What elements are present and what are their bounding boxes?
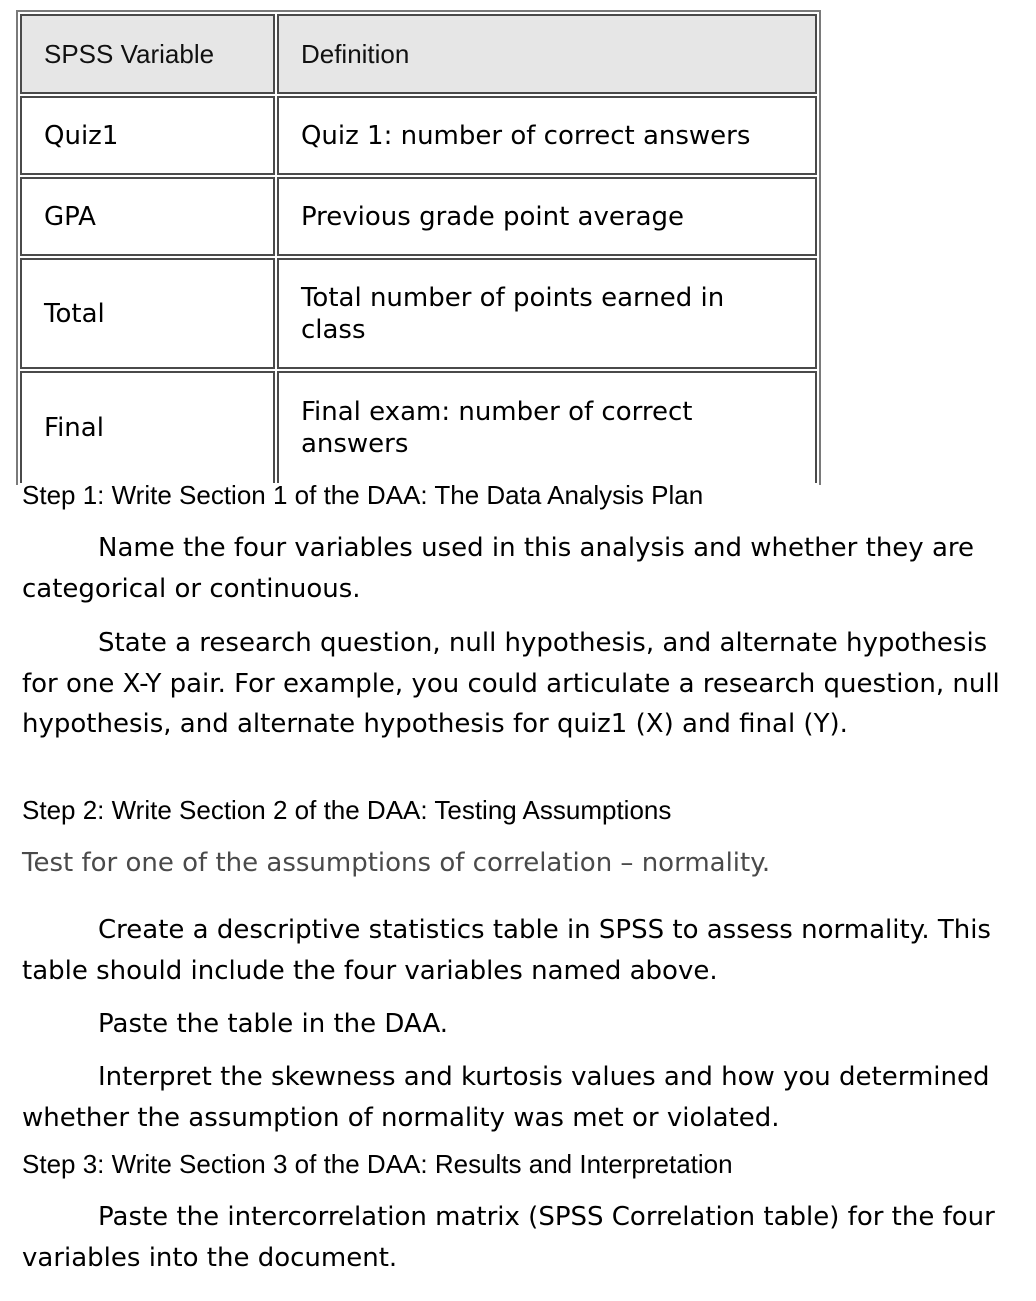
step2-heading: Step 2: Write Section 2 of the DAA: Testing Assumptions [22, 795, 672, 825]
table-row [20, 258, 817, 369]
variable-cell: Quiz1 [20, 96, 275, 175]
header-spss-variable: SPSS Variable [20, 14, 275, 94]
table-row [20, 96, 817, 175]
definition-cell: Previous grade point average [277, 177, 817, 256]
definition-cell: Total number of points earned in class [277, 258, 817, 369]
variable-definition-table [16, 10, 821, 485]
table-row [20, 177, 817, 256]
variable-cell: Total [20, 258, 275, 369]
variable-cell: GPA [20, 177, 275, 256]
step2-intro: Test for one of the assumptions of correlation – normality. [22, 848, 771, 878]
table-row [20, 371, 817, 483]
step2-paragraph-descriptives: Create a descriptive statistics table in SPSS to assess normality. This table should include the four variables named above. [22, 915, 991, 986]
table-header-row [20, 14, 817, 94]
step3-heading: Step 3: Write Section 3 of the DAA: Results and Interpretation [22, 1149, 733, 1179]
variable-cell: Final [20, 371, 275, 483]
header-definition: Definition [277, 14, 817, 94]
step2-paragraph-interpret: Interpret the skewness and kurtosis values and how you determined whether the assumption of normality was met or violated. [22, 1062, 990, 1133]
definition-cell: Final exam: number of correct answers [277, 371, 817, 483]
step3-paragraph-correlation: Paste the intercorrelation matrix (SPSS Correlation table) for the four variables into the document. [22, 1202, 995, 1273]
step1-paragraph-hypothesis: State a research question, null hypothesis, and alternate hypothesis for one X-Y pair. For example, you could articulate a research question, null hypothesis, and alternate hypothesis for quiz1 (X) and final (Y). [22, 628, 1000, 739]
step2-paragraph-paste: Paste the table in the DAA. [98, 1009, 449, 1039]
step1-paragraph-variables: Name the four variables used in this analysis and whether they are categorical or continuous. [22, 533, 975, 604]
definition-cell: Quiz 1: number of correct answers [277, 96, 817, 175]
step1-heading: Step 1: Write Section 1 of the DAA: The Data Analysis Plan [22, 480, 704, 510]
